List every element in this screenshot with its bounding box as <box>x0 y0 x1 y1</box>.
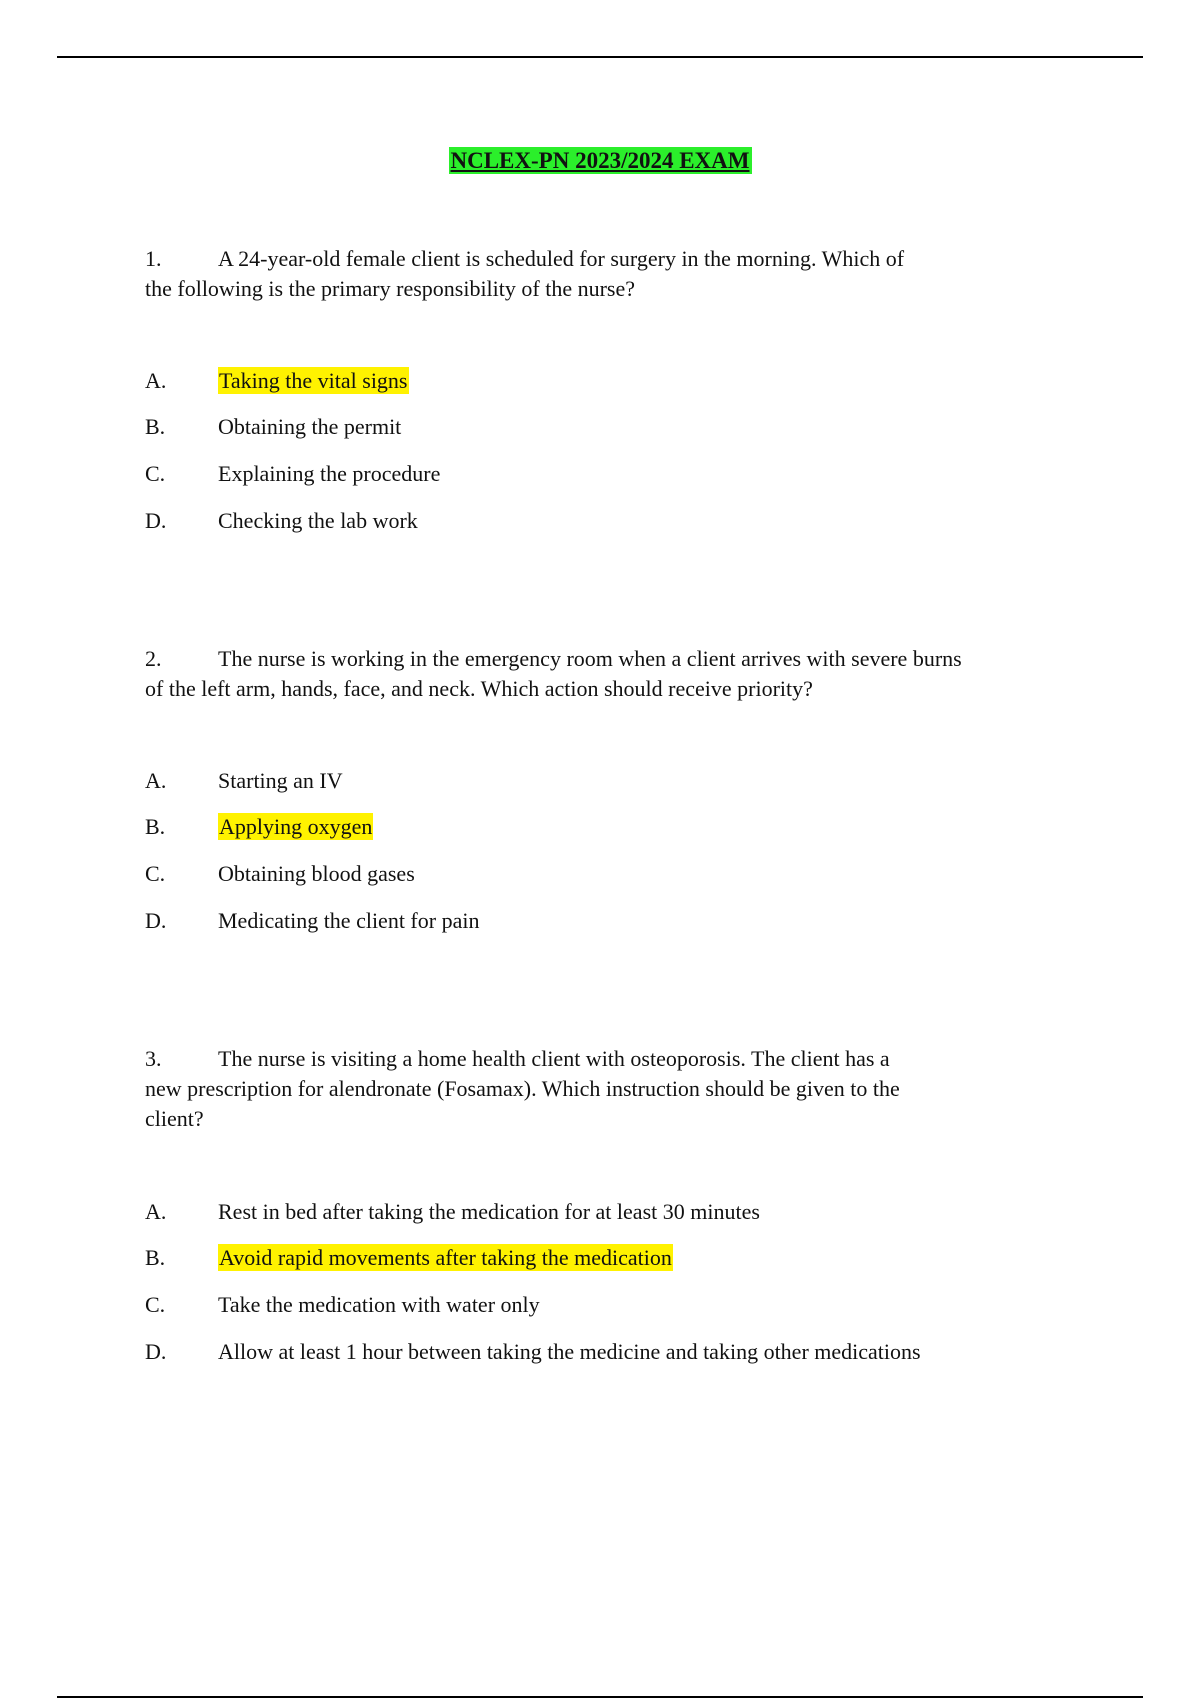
document-title: NCLEX-PN 2023/2024 EXAM <box>450 148 750 173</box>
option-letter: B. <box>145 814 166 839</box>
question-1-line-2: the following is the primary responsibility of the nurse? <box>145 276 636 301</box>
option-letter: C. <box>145 1292 166 1317</box>
question-3-option-b <box>145 1243 673 1273</box>
question-3-number: 3. <box>145 1046 162 1071</box>
option-letter: B. <box>145 414 166 439</box>
option-letter: D. <box>145 1339 167 1364</box>
option-text: Applying oxygen <box>219 814 373 839</box>
option-letter: A. <box>145 368 167 393</box>
question-1-option-c <box>145 459 440 489</box>
option-text: Avoid rapid movements after taking the medication <box>219 1245 672 1270</box>
option-text: Checking the lab work <box>218 508 418 533</box>
question-3-line-3: client? <box>145 1106 204 1131</box>
option-letter: B. <box>145 1245 166 1270</box>
option-text: Explaining the procedure <box>218 461 441 486</box>
option-text: Starting an IV <box>218 768 343 793</box>
option-letter: D. <box>145 908 167 933</box>
question-1 <box>145 244 1045 304</box>
question-2-option-b <box>145 812 373 842</box>
question-3-option-a <box>145 1197 760 1227</box>
option-letter: D. <box>145 508 167 533</box>
question-2 <box>145 644 1045 704</box>
question-3-option-d <box>145 1337 921 1367</box>
question-1-number: 1. <box>145 246 162 271</box>
question-1-line-1 <box>145 244 1045 274</box>
question-2-option-a <box>145 766 343 796</box>
option-text: Taking the vital signs <box>219 368 408 393</box>
question-1-option-a <box>145 366 409 396</box>
footer-rule <box>57 1696 1143 1698</box>
option-text: Obtaining the permit <box>218 414 402 439</box>
question-2-line-2: of the left arm, hands, face, and neck. Which action should receive priority? <box>145 676 813 701</box>
question-1-option-d <box>145 506 418 536</box>
option-text: Medicating the client for pain <box>218 908 480 933</box>
title-container <box>0 148 1200 174</box>
option-letter: A. <box>145 768 167 793</box>
question-2-line-1 <box>145 644 1045 674</box>
option-letter: C. <box>145 861 166 886</box>
question-1-option-b <box>145 412 401 442</box>
option-letter: A. <box>145 1199 167 1224</box>
question-1-lead: A 24-year-old female client is scheduled for surgery in the morning. Which of <box>218 246 905 271</box>
option-text: Allow at least 1 hour between taking the medicine and taking other medications <box>218 1339 921 1364</box>
option-text: Obtaining blood gases <box>218 861 415 886</box>
question-2-lead: The nurse is working in the emergency room when a client arrives with severe burns <box>218 646 962 671</box>
question-2-number: 2. <box>145 646 162 671</box>
question-3-line-2: new prescription for alendronate (Fosamax). Which instruction should be given to the <box>145 1076 900 1101</box>
question-3 <box>145 1044 1045 1134</box>
question-3-option-c <box>145 1290 540 1320</box>
option-text: Rest in bed after taking the medication for at least 30 minutes <box>218 1199 760 1224</box>
option-text: Take the medication with water only <box>218 1292 540 1317</box>
header-rule <box>57 56 1143 58</box>
question-3-lead: The nurse is visiting a home health client with osteoporosis. The client has a <box>218 1046 890 1071</box>
question-3-line-1 <box>145 1044 1045 1074</box>
question-2-option-d <box>145 906 479 936</box>
question-2-option-c <box>145 859 415 889</box>
option-letter: C. <box>145 461 166 486</box>
